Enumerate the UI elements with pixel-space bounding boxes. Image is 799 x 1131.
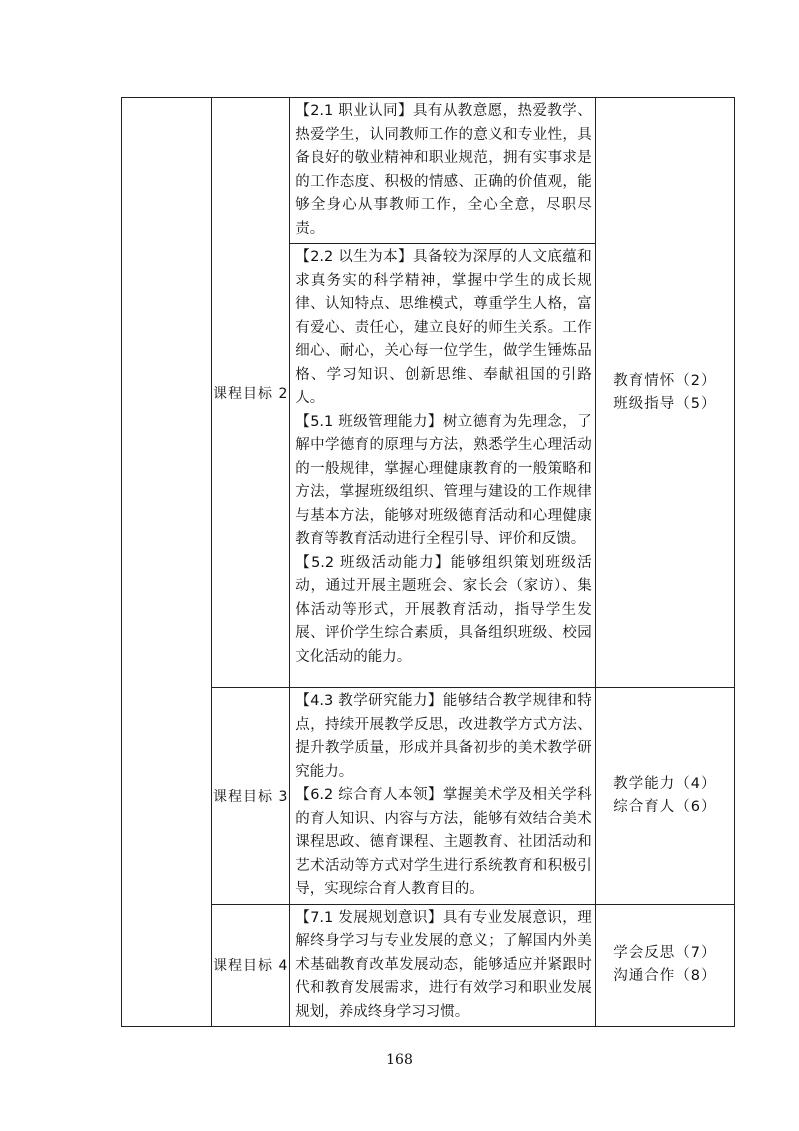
requirement-text: 【7.1 发展规划意识】具有专业发展意识，理解终身学习与专业发展的意义；了解国内外美术基础教育改革发展动态，能够适应并紧跟时代和教育发展需求，进行有效学习和职业发展规划，养成终身学习习惯。 [295,909,592,1020]
objective-label: 学会反思（7） [613,945,717,962]
objective-cell [595,904,734,1027]
requirement-text: 【4.3 教学研究能力】能够结合教学规律和特点，持续开展教学反思，改进教学方式方法、提升教学质量，形成并具备初步的美术教学研究能力。 [295,693,592,780]
requirement-text: 【5.1 班级管理能力】树立德育为先理念，了解中学德育的原理与方法，熟悉学生心理活动的一般规律，掌握心理健康教育的一般策略和方法，掌握班级组织、管理与建设的工作规律与基本方法，能够对班级德育活动和心理健康教育等教育活动进行全程引导、评价和反馈。 [295,413,592,547]
table-row [122,688,735,905]
requirement-cell [290,688,595,905]
table-row [122,904,735,1027]
requirement-text: 【2.1 职业认同】具有从教意愿，热爱教学、热爱学生，认同教师工作的意义和专业性，具备良好的敬业精神和职业规范，拥有实事求是的工作态度、积极的情感、正确的价值观，能够全身心从事教师工作，全心全意，尽职尽责。 [295,103,592,237]
objective-label: 班级指导（5） [613,395,717,412]
objective-label: 教育情怀（2） [613,372,717,389]
graduation-requirements-table [121,97,735,1027]
objective-cell [595,98,734,688]
requirement-text: 【5.2 班级活动能力】能够组织策划班级活动，通过开展主题班会、家长会（家访）、集体活动等形式，开展教育活动，指导学生发展、评价学生综合素质，具备组织班级、校园文化活动的能力。 [295,554,592,665]
course-goal-cell: 课程目标 4 [212,904,290,1027]
requirement-text: 【6.2 综合育人本领】掌握美术学及相关学科的育人知识、内容与方法，能够有效结合美术课程思政、德育课程、主题教育、社团活动和艺术活动等方式对学生进行系统教育和积极引导，实现综合育人教育目的。 [295,787,592,897]
objective-label: 教学能力（4） [613,775,717,792]
objective-cell [595,688,734,905]
requirement-text: 【2.2 以生为本】具备较为深厚的人文底蕴和求真务实的科学精神，掌握中学生的成长规律、认知特点、思维模式，尊重学生人格，富有爱心、责任心，建立良好的师生关系。工作细心、耐心，关心每一位学生，做学生锤炼品格、学习知识、创新思维、奉献祖国的引路人。 [295,249,592,406]
empty-first-column-cell [122,98,212,1027]
requirement-cell [290,98,595,244]
course-goal-cell: 课程目标 2 [212,98,290,688]
page-number: 168 [386,1052,413,1068]
table-row [122,98,735,244]
requirement-cell [290,244,595,688]
course-goal-cell: 课程目标 3 [212,688,290,905]
requirement-cell [290,904,595,1027]
objective-label: 综合育人（6） [613,798,717,815]
objective-label: 沟通合作（8） [613,968,717,985]
